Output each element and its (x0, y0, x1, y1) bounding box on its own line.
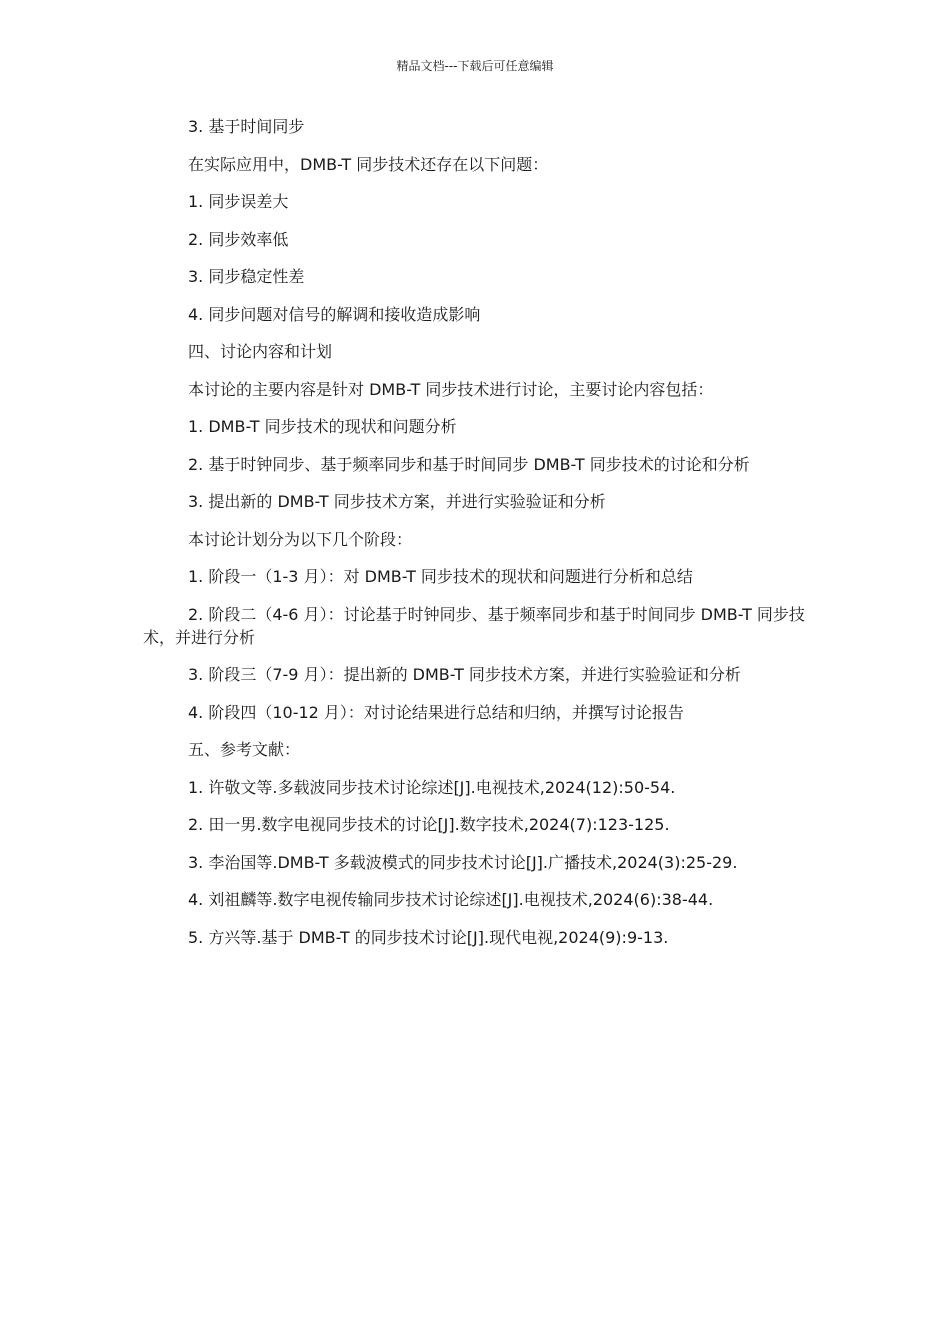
problem-item: 1. 同步误差大 (188, 192, 289, 211)
problems-intro: 在实际应用中，DMB-T 同步技术还存在以下问题： (188, 154, 549, 174)
section-heading-content-plan: 四、讨论内容和计划 (188, 342, 333, 361)
problem-item: 2. 同步效率低 (188, 229, 289, 249)
reference-item: 4. 刘祖麟等.数字电视传输同步技术讨论综述[J].电视技术,2024(6):38-44. (188, 890, 714, 909)
content-item: 3. 提出新的 DMB-T 同步技术方案，并进行实验验证和分析 (188, 492, 606, 511)
plan-stage: 4. 阶段四（10-12 月）：对讨论结果进行总结和归纳，并撰写讨论报告 (188, 702, 684, 722)
reference-item: 1. 许敬文等.多载波同步技术讨论综述[J].电视技术,2024(12):50-54. (188, 777, 676, 797)
plan-stage: 3. 阶段三（7-9 月）：提出新的 DMB-T 同步技术方案，并进行实验验证和分析 (188, 665, 741, 684)
problem-item: 3. 同步稳定性差 (188, 267, 305, 286)
plan-stage: 2. 阶段二（4-6 月）：讨论基于时钟同步、基于频率同步和基于时间同步 DMB-T 同步技术，并进行分析 (143, 604, 805, 647)
page-header: 精品文档---下载后可任意编辑 (396, 59, 554, 73)
document-body (143, 115, 805, 963)
reference-item: 5. 方兴等.基于 DMB-T 的同步技术讨论[J].现代电视,2024(9):9-13. (188, 927, 669, 947)
plan-intro: 本讨论计划分为以下几个阶段： (188, 529, 413, 549)
section-heading-references: 五、参考文献： (188, 740, 301, 759)
reference-item: 3. 李治国等.DMB-T 多载波模式的同步技术讨论[J].广播技术,2024(3):25-29. (188, 852, 738, 872)
plan-stage: 1. 阶段一（1-3 月）：对 DMB-T 同步技术的现状和问题进行分析和总结 (188, 567, 693, 586)
content-item: 1. DMB-T 同步技术的现状和问题分析 (188, 417, 457, 436)
list-item-time-sync: 3. 基于时间同步 (188, 117, 305, 136)
problem-item: 4. 同步问题对信号的解调和接收造成影响 (188, 304, 481, 324)
content-intro: 本讨论的主要内容是针对 DMB-T 同步技术进行讨论，主要讨论内容包括： (188, 379, 714, 399)
content-item: 2. 基于时钟同步、基于频率同步和基于时间同步 DMB-T 同步技术的讨论和分析 (188, 454, 750, 474)
reference-item: 2. 田一男.数字电视同步技术的讨论[J].数字技术,2024(7):123-125. (188, 815, 670, 834)
